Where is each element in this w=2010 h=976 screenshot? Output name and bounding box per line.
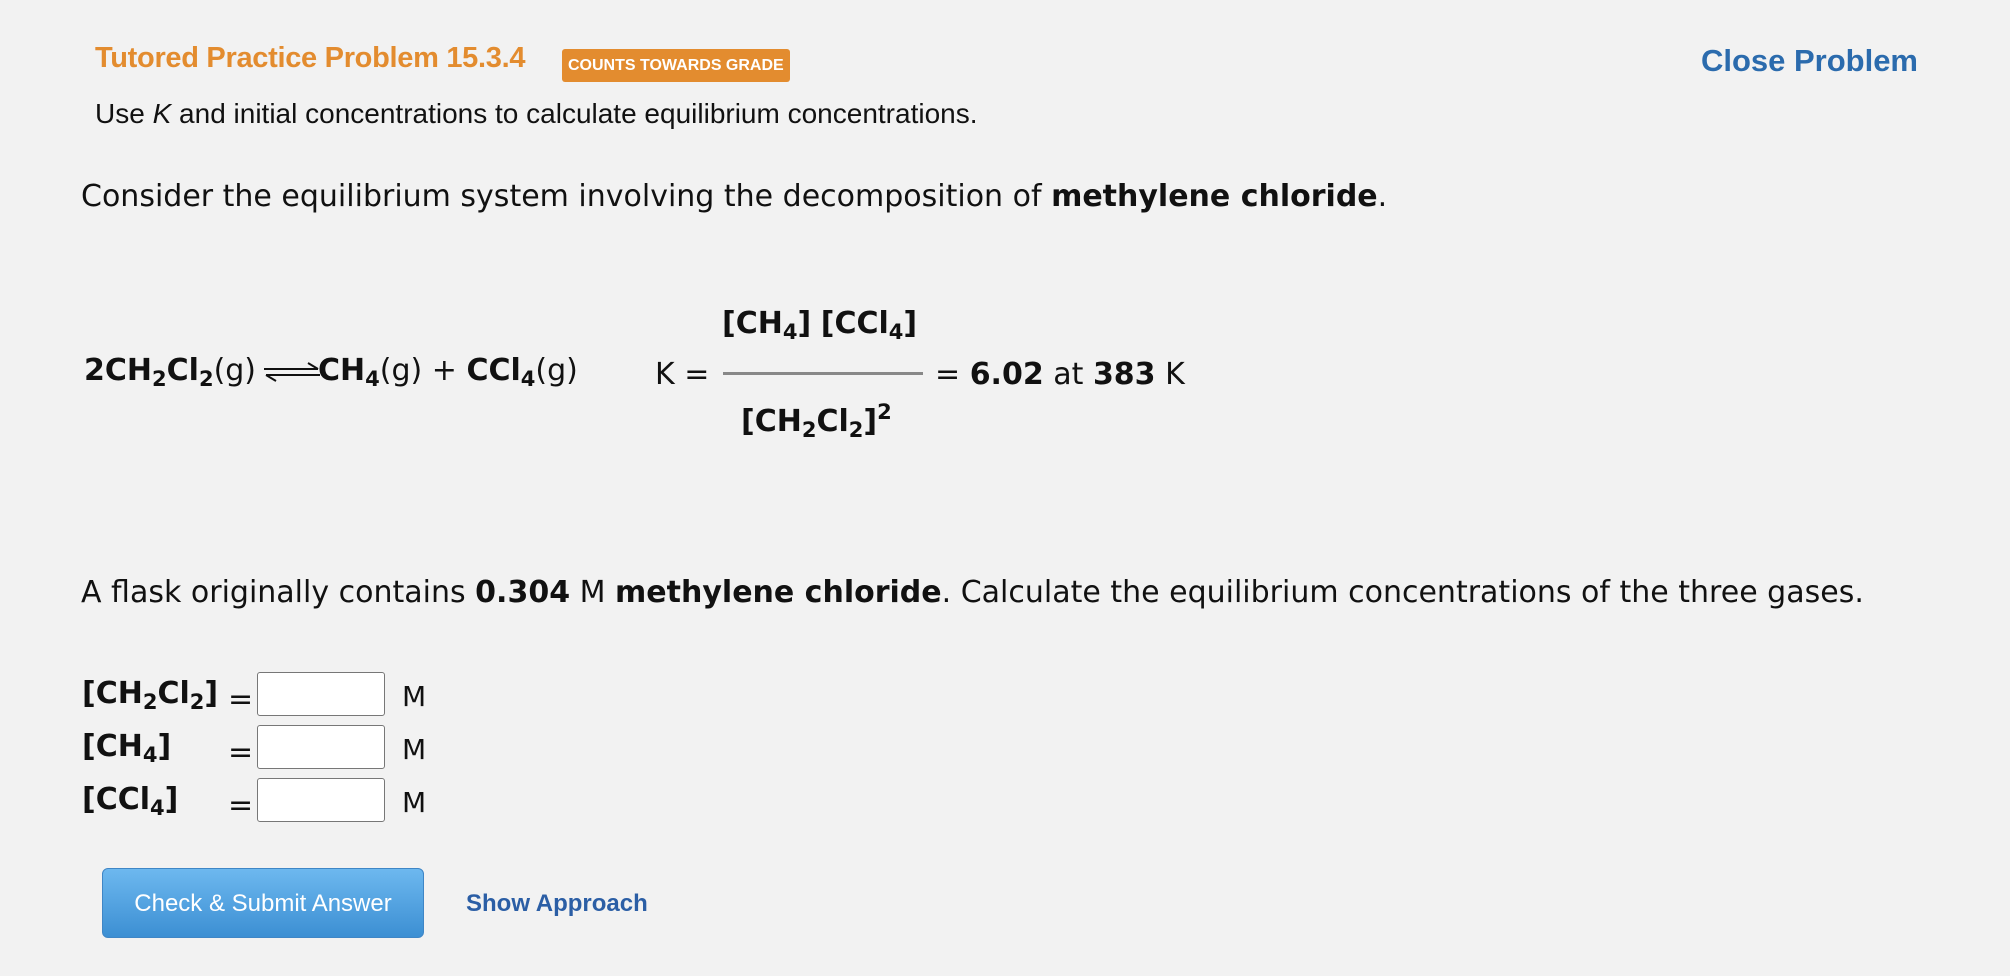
- k-numerator: $[CH_4]$ [CCl$_4$]: [722, 306, 918, 344]
- unit-label: M: [402, 786, 427, 819]
- equals-sign: =: [228, 788, 254, 823]
- show-approach-link[interactable]: Show Approach: [466, 890, 648, 917]
- k-expression-label: K =: [655, 357, 710, 392]
- flask-question: A flask originally contains 0.304 M methylene chloride. Calculate the equilibrium concentrations of the three gases.: [81, 575, 1864, 610]
- check-submit-answer-button[interactable]: Check & Submit Answer: [102, 868, 424, 938]
- problem-title: Tutored Practice Problem 15.3.4: [95, 42, 526, 74]
- unit-label: M: [402, 733, 427, 766]
- species-label-ch4: $[CH_4]$: [82, 729, 172, 767]
- problem-intro: Consider the equilibrium system involving the decomposition of methylene chloride.: [81, 179, 1388, 214]
- problem-subtitle: Use K and initial concentrations to calculate equilibrium concentrations.: [95, 98, 978, 129]
- ch2cl2-concentration-input[interactable]: [257, 672, 385, 716]
- equals-sign: =: [228, 735, 254, 770]
- species-label-ch2cl2: $[CH_2Cl_2]$: [82, 676, 219, 714]
- ccl4-concentration-input[interactable]: [257, 778, 385, 822]
- unit-label: M: [402, 680, 427, 713]
- fraction-bar: [723, 372, 923, 375]
- ch4-concentration-input[interactable]: [257, 725, 385, 769]
- equilibrium-arrow-icon: [262, 362, 322, 382]
- reaction-equation: $2CH_2Cl_2(g) CH_4(g) + CCl_4(g)$: [84, 353, 578, 391]
- k-denominator: $[CH_2Cl_2]^2$: [741, 400, 892, 442]
- k-value-text: = 6.02 at 383 K: [935, 357, 1185, 392]
- equals-sign: =: [228, 682, 254, 717]
- species-label-ccl4: [CCl$_4$]: [82, 782, 179, 820]
- close-problem-link[interactable]: Close Problem: [1700, 43, 1918, 78]
- counts-towards-grade-badge: COUNTS TOWARDS GRADE: [562, 49, 790, 82]
